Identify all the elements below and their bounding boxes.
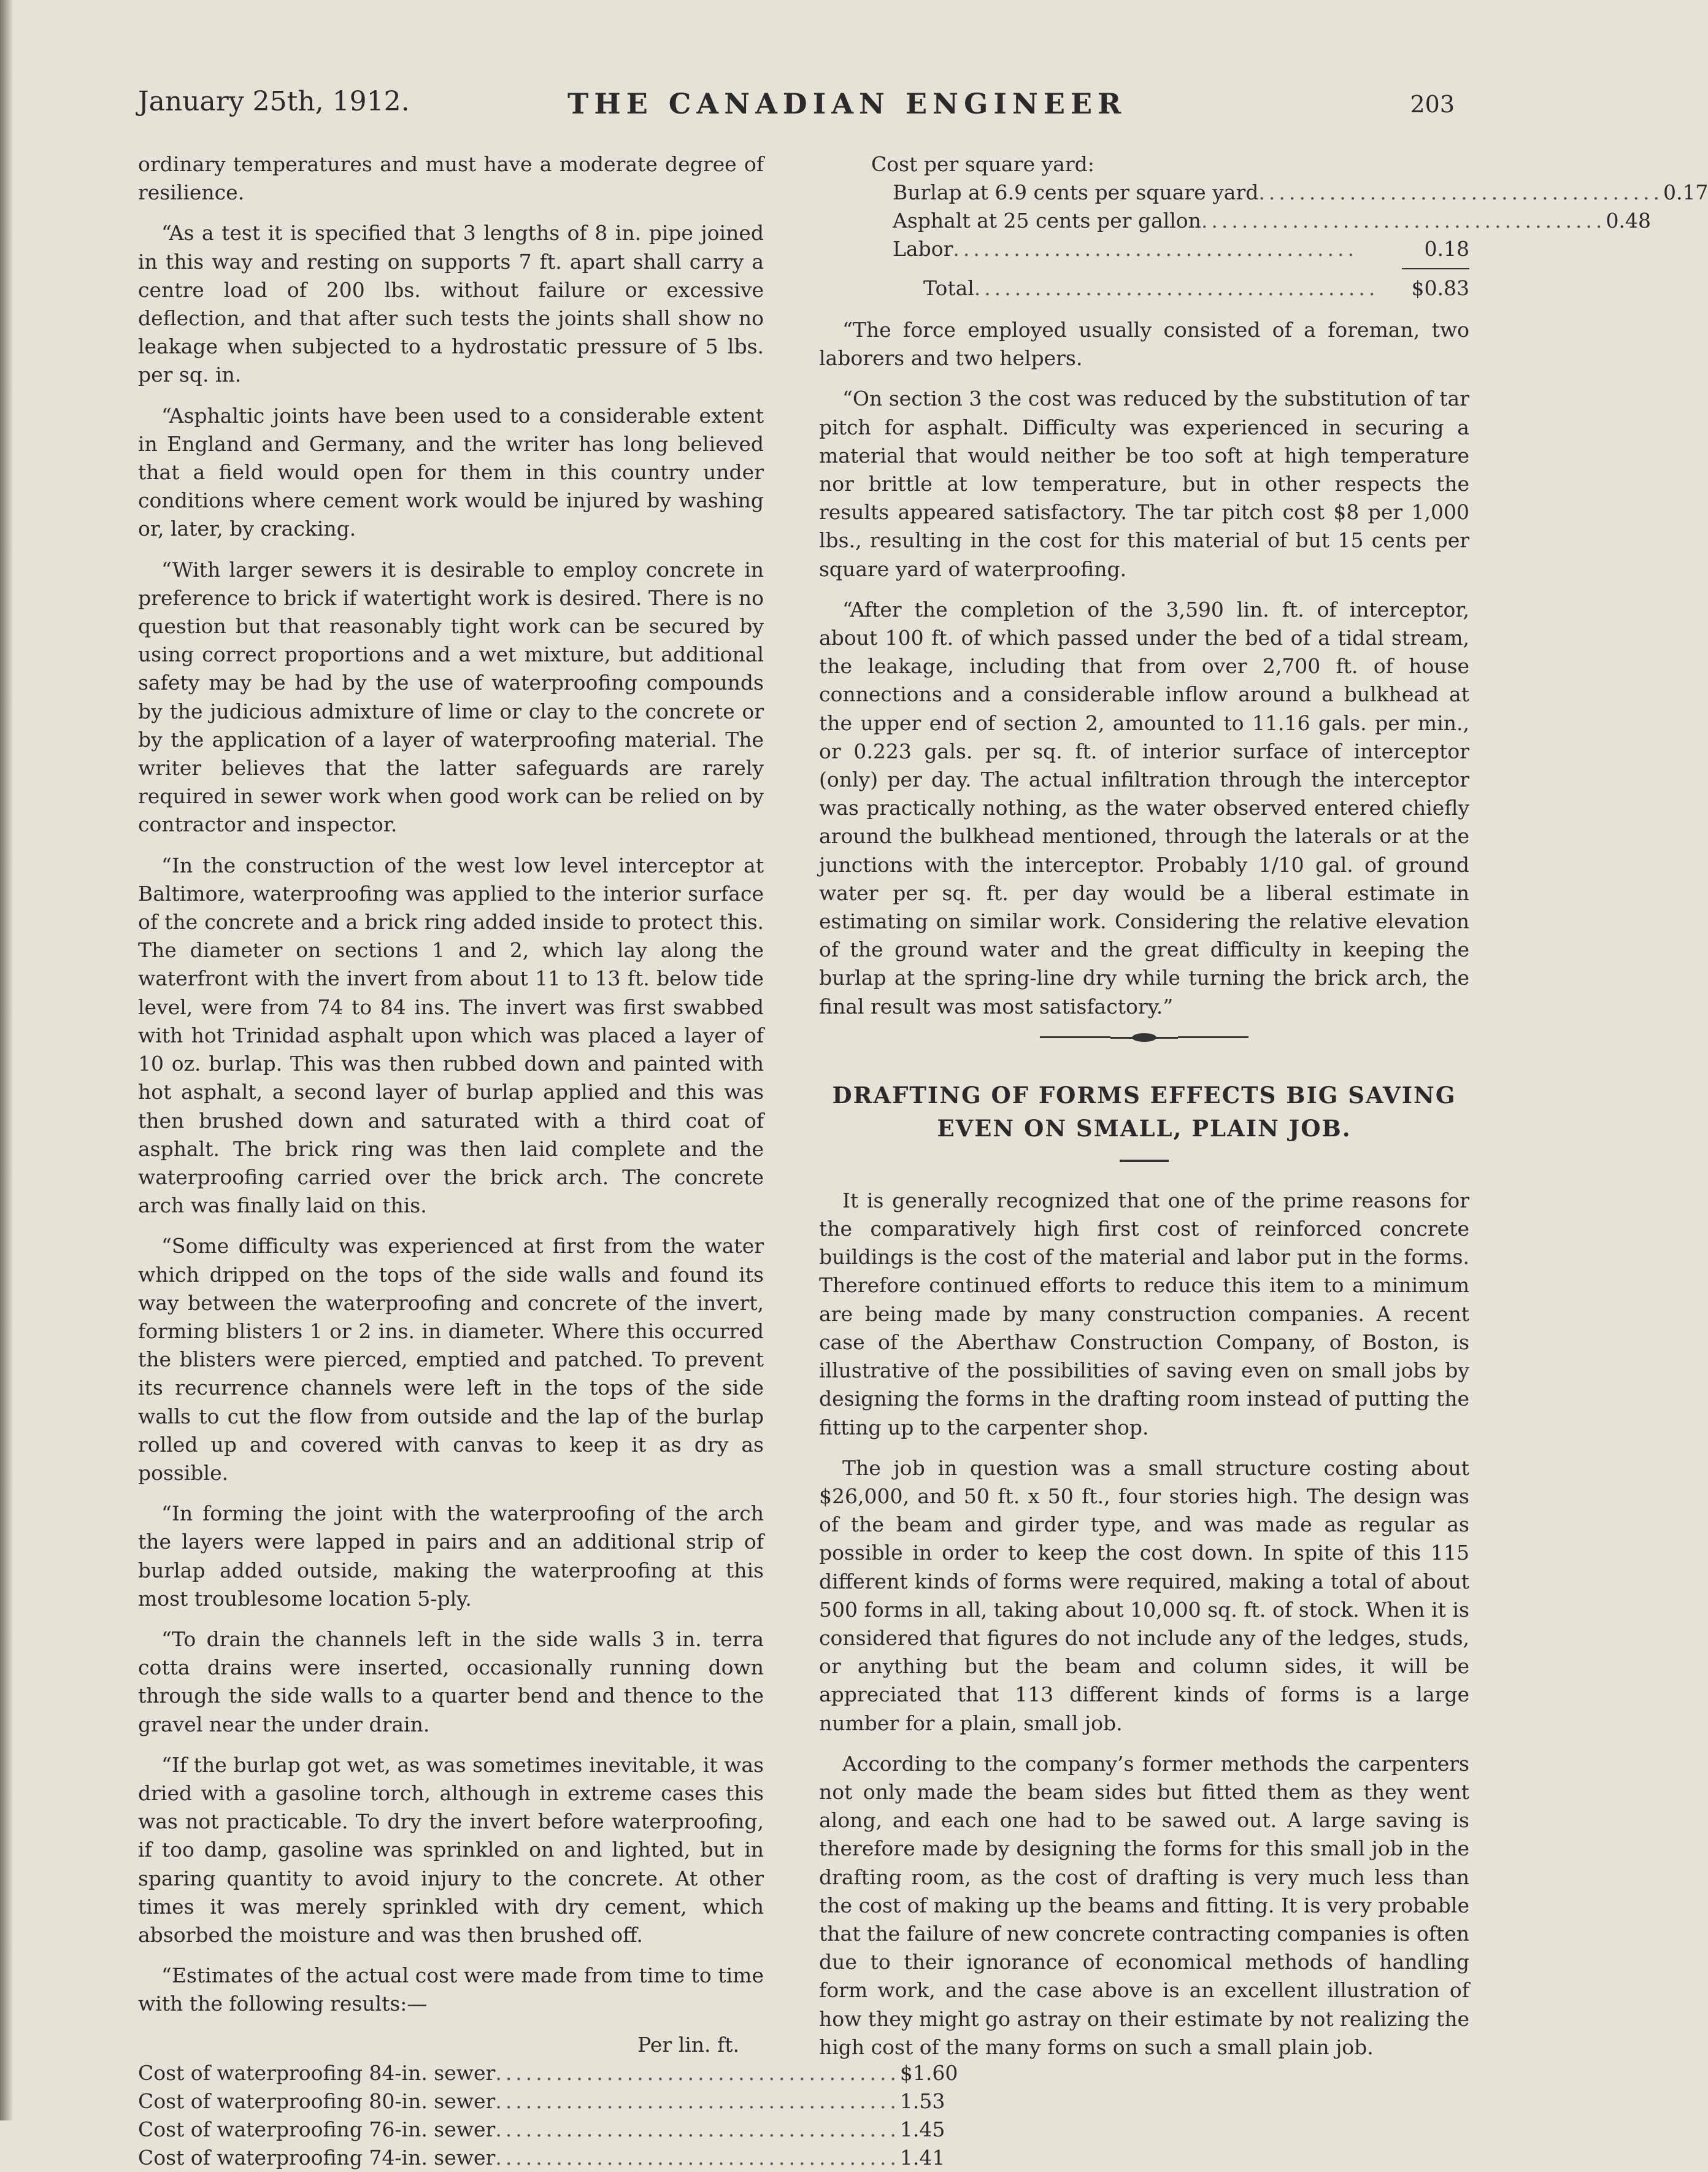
row-label: Burlap at 6.9 cents per square yard [893, 180, 1259, 204]
table-row [138, 2144, 945, 2172]
journal-title: THE CANADIAN ENGINEER [567, 87, 1127, 120]
table-row [819, 235, 1469, 263]
table-row [819, 207, 1652, 235]
dot-leader: ........................................ [1258, 180, 1663, 204]
paragraph: “In the construction of the west low level interceptor at Baltimore, waterproofing was applied to the interior surface of the concrete and a brick ring added inside to protect this. The diameter on sections 1 and 2, which lay along the waterfront with the invert from about 11 to 13 ft. below tide level, were from 74 to 84 ins. The invert was first swabbed with hot Trinidad asphalt upon which was placed a layer of 10 oz. burlap. This was then rubbed down and painted with hot asphalt, a second layer of burlap applied and this was then brushed down and saturated with a third coat of asphalt. The brick ring was then laid complete and the waterproofing carried over the brick arch. The concrete arch was finally laid on this. [138, 853, 764, 1218]
table-row [138, 2116, 945, 2144]
row-label: Labor [893, 237, 953, 261]
table-row [138, 2087, 945, 2116]
table-header: Per lin. ft. [637, 2032, 739, 2057]
row-amount: 1.45 [899, 2117, 945, 2141]
paragraph: “With larger sewers it is desirable to employ concrete in preference to brick if watertight work is desired. There is no question but that reasonably tight work can be secured by using correct proportions and a wet mixture, but additional safety may be had by the use of waterproofing compounds by the judicious admixture of lime or clay to the concrete or by the application of a layer of waterproofing material. The writer believes that the latter safeguards are rarely required in sewer work when good work can be relied on by contractor and inspector. [138, 557, 764, 837]
dot-leader: ........................................ [1201, 209, 1606, 233]
page-header [138, 86, 1455, 135]
paragraph: “Some difficulty was experienced at first from the water which dripped on the tops of the side walls and found its way between the waterproofing and concrete of the invert, forming blisters 1 or 2 ins. in diameter. Where this occurred the blisters were pierced, emptied and patched. To prevent its recurrence channels were left in the tops of the side walls to cut the flow from outside and the lap of the burlap rolled up and covered with canvas to keep it as dry as possible. [138, 1234, 764, 1485]
row-label: Cost of waterproofing 74-in. sewer [138, 2145, 496, 2170]
paragraph: “If the burlap got wet, as was sometimes inevitable, it was dried with a gasoline torch, although in extreme cases this was not practicable. To dry the invert before waterproofing, if too damp, gasoline was sprinkled on and lighted, but in sparing quantity to avoid injury to the concrete. At other times it was merely sprinkled with dry cement, which absorbed the moisture and was then brushed off. [138, 1752, 764, 1947]
row-amount: 1.53 [899, 2089, 945, 2113]
row-amount: 0.48 [1606, 209, 1652, 233]
row-amount: 0.17 [1663, 180, 1708, 204]
paragraph: “The force employed usually consisted of a foreman, two laborers and two helpers. [819, 318, 1469, 371]
dot-leader: ........................................ [974, 276, 1379, 300]
paragraph: “After the completion of the 3,590 lin. ft. of interceptor, about 100 ft. of which passed under the bed of a tidal stream, the leakage, including that from over 2,700 ft. of house connections and a considerable inflow around a bulkhead at the upper end of section 2, amounted to 11.16 gals. per min., or 0.223 gals. per sq. ft. of interior surface of interceptor (only) per day. The actual infiltration through the interceptor was practically nothing, as the water observed entered chiefly around the bulkhead mentioned, through the laterals or at the junctions with the interceptor. Probably 1/10 gal. of ground water per sq. ft. per day would be a liberal estimate in estimating on similar work. Considering the relative elevation of the ground water and the great difficulty in keeping the burlap at the spring-line dry while turning the brick arch, the final result was most satisfactory.” [819, 597, 1469, 1019]
paragraph: “As a test it is specified that 3 lengths of 8 in. pipe joined in this way and resting on supports 7 ft. apart shall carry a centre load of 200 lbs. without failure or excessive deflection, and that after such tests the joints shall show no leakage when subjected to a hydrostatic pressure of 5 lbs. per sq. in. [138, 221, 764, 387]
table-header: Cost per square yard: [871, 152, 1094, 176]
paragraph: “To drain the channels left in the side walls 3 in. terra cotta drains were inserted, occasionally running down through the side walls to a quarter bend and thence to the gravel near the under drain. [138, 1627, 764, 1736]
paragraph: “Asphaltic joints have been used to a considerable extent in England and Germany, and the writer has long believed that a field would open for them in this country under conditions where cement work would be injured by washing or, later, by cracking. [138, 403, 764, 541]
right-column [819, 150, 1708, 2074]
dot-leader: ........................................ [495, 2060, 900, 2085]
table-row [138, 2059, 958, 2087]
row-label: Cost of waterproofing 84-in. sewer [138, 2060, 496, 2085]
cost-per-lin-ft-table [138, 2031, 958, 2172]
row-amount: 1.41 [899, 2145, 945, 2170]
dot-leader: ........................................ [953, 237, 1358, 261]
row-label: Cost of waterproofing 76-in. sewer [138, 2117, 496, 2141]
paragraph: “Estimates of the actual cost were made from time to time with the following results:— [138, 1963, 764, 2016]
row-label: Cost of waterproofing 80-in. sewer [138, 2089, 496, 2113]
paragraph: It is generally recognized that one of the prime reasons for the comparatively high first cost of reinforced concrete buildings is the cost of the material and labor put in the forms. Therefore continued efforts to reduce this item to a minimum are being made by many construction companies. A recent case of the Aberthaw Construction Company, of Boston, is illustrative of the possibilities of saving even on small jobs by designing the forms in the drafting room instead of putting the fitting up to the carpenter shop. [819, 1188, 1469, 1439]
paragraph: “On section 3 the cost was reduced by the substitution of tar pitch for asphalt. Difficulty was experienced in securing a material that would neither be too soft at high temperature nor brittle at low temperature, but in other respects the results appeared satisfactory. The tar pitch cost $8 per 1,000 lbs., resulting in the cost for this material of but 15 cents per square yard of waterproofing. [819, 387, 1469, 581]
sum-rule [1402, 268, 1469, 269]
total-amount: $0.83 [1411, 276, 1469, 300]
issue-date: January 25th, 1912. [138, 86, 410, 117]
page-edge [0, 0, 13, 2120]
total-row [819, 274, 1469, 302]
dot-leader: ........................................ [495, 2145, 900, 2170]
row-amount: $1.60 [899, 2060, 958, 2085]
page-number: 203 [1410, 91, 1455, 118]
row-amount: 0.18 [1424, 237, 1469, 261]
section-ornament [819, 1033, 1469, 1042]
paragraph: “In forming the joint with the waterproofing of the arch the layers were lapped in pairs and an additional strip of burlap added outside, making the waterproofing at this most troublesome location 5-ply. [138, 1501, 764, 1611]
dot-leader: ........................................ [495, 2089, 900, 2113]
cost-per-square-yard-table [819, 150, 1708, 302]
title-rule [1120, 1160, 1169, 1162]
total-label: Total [923, 276, 974, 300]
paragraph: ordinary temperatures and must have a moderate degree of resilience. [138, 152, 764, 205]
table-row [819, 179, 1708, 207]
paragraph: According to the company’s former methods the carpenters not only made the beam sides but fitted them as they went along, and each one had to be sawed out. A large saving is therefore made by designing the forms for this small job in the drafting room, as the cost of drafting is very much less than the cost of making up the beams and fitting. It is very probable that the failure of new concrete contracting companies is often due to their ignorance of economical methods of handling form work, and the case above is an excellent illustration of how they might go astray on their estimate by not realizing the high cost of the many forms on such a small plain job. [819, 1751, 1470, 2059]
article-title: DRAFTING OF FORMS EFFECTS BIG SAVING EVEN ON SMALL, PLAIN JOB. [832, 1081, 1456, 1142]
dot-leader: ........................................ [495, 2117, 900, 2141]
paragraph: The job in question was a small structure costing about $26,000, and 50 ft. x 50 ft., four stories high. The design was of the beam and girder type, and was made as regular as possible in order to keep the cost down. In spite of this 115 different kinds of forms were required, making a total of about 500 forms in all, taking about 10,000 sq. ft. of stock. When it is considered that figures do not include any of the ledges, studs, or anything but the beam and column sides, it will be appreciated that 113 different kinds of forms is a large number for a plain, small job. [819, 1455, 1469, 1735]
row-label: Asphalt at 25 cents per gallon [893, 209, 1201, 233]
